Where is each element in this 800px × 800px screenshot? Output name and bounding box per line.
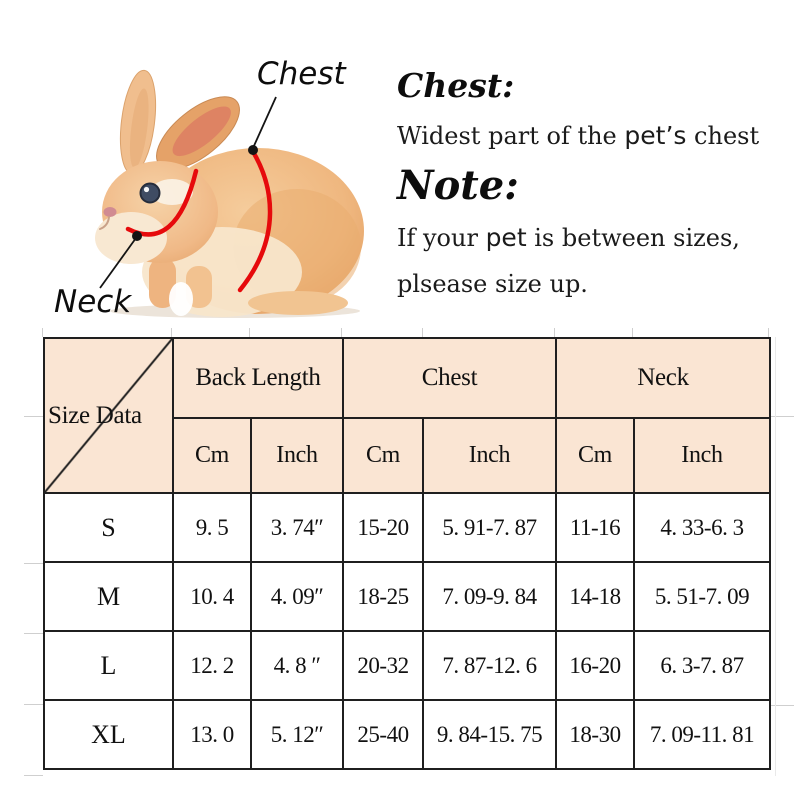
text-segment: is between sizes, [526,224,740,252]
value-cell: 9. 5 [173,493,251,562]
text-segment: If your [397,224,486,252]
value-cell: 18-25 [343,562,423,631]
corner-cell-size-data: Size Data [44,338,173,493]
chest-callout-label: Chest [257,56,346,92]
value-cell: 4. 09″ [251,562,343,631]
value-cell: 4. 33-6. 3 [634,493,770,562]
gridline-tick [341,328,342,337]
value-cell: 5. 51-7. 09 [634,562,770,631]
value-cell: 11-16 [556,493,634,562]
gridline-tick [24,704,43,705]
gridline-tick [171,328,172,337]
gridline-tick [24,563,43,564]
note-heading: Note: [397,162,519,209]
gridline-tick [632,328,633,337]
size-cell: L [44,631,173,700]
value-cell: 13. 0 [173,700,251,769]
unit-header-inch: Inch [634,418,770,493]
group-header-neck: Neck [556,338,770,418]
value-cell: 5. 12″ [251,700,343,769]
value-cell: 14-18 [556,562,634,631]
value-cell: 10. 4 [173,562,251,631]
group-header-chest: Chest [343,338,556,418]
table-row [44,493,770,562]
value-cell: 9. 84-15. 75 [423,700,556,769]
chest-heading: Chest: [397,66,515,105]
neck-callout-label: Neck [54,284,132,320]
unit-header-inch: Inch [251,418,343,493]
gridline-tick [770,705,794,706]
size-cell: S [44,493,173,562]
gridline-column-edge [775,337,776,776]
measurement-notes [0,0,800,332]
gridline-tick [768,328,769,337]
size-cell: XL [44,700,173,769]
value-cell: 7. 87-12. 6 [423,631,556,700]
size-chart-table [43,337,771,770]
gridline-tick [24,775,43,776]
value-cell: 20-32 [343,631,423,700]
text-segment: chest [686,122,760,150]
note-line-1 [397,223,740,252]
measurement-illustration-section [0,0,800,332]
value-cell: 6. 3-7. 87 [634,631,770,700]
value-cell: 15-20 [343,493,423,562]
value-cell: 7. 09-11. 81 [634,700,770,769]
gridline-tick [249,328,250,337]
gridline-tick [24,416,43,417]
table-row [44,631,770,700]
text-segment-pet: pet’s [624,121,687,150]
table-row [44,700,770,769]
table-group-header-row [44,338,770,418]
value-cell: 4. 8 ″ [251,631,343,700]
value-cell: 7. 09-9. 84 [423,562,556,631]
gridline-tick [554,328,555,337]
unit-header-inch: Inch [423,418,556,493]
note-line-2: plsease size up. [397,270,588,298]
gridline-tick [24,633,43,634]
table-row [44,562,770,631]
chest-description [397,121,759,150]
group-header-back-length: Back Length [173,338,343,418]
text-segment: Widest part of the [397,122,625,150]
value-cell: 5. 91-7. 87 [423,493,556,562]
text-segment-pet: pet [485,223,527,252]
value-cell: 16-20 [556,631,634,700]
value-cell: 3. 74″ [251,493,343,562]
unit-header-cm: Cm [556,418,634,493]
unit-header-cm: Cm [173,418,251,493]
gridline-tick [42,328,43,337]
size-cell: M [44,562,173,631]
unit-header-cm: Cm [343,418,423,493]
value-cell: 12. 2 [173,631,251,700]
gridline-tick [770,416,794,417]
value-cell: 18-30 [556,700,634,769]
value-cell: 25-40 [343,700,423,769]
gridline-tick [422,328,423,337]
